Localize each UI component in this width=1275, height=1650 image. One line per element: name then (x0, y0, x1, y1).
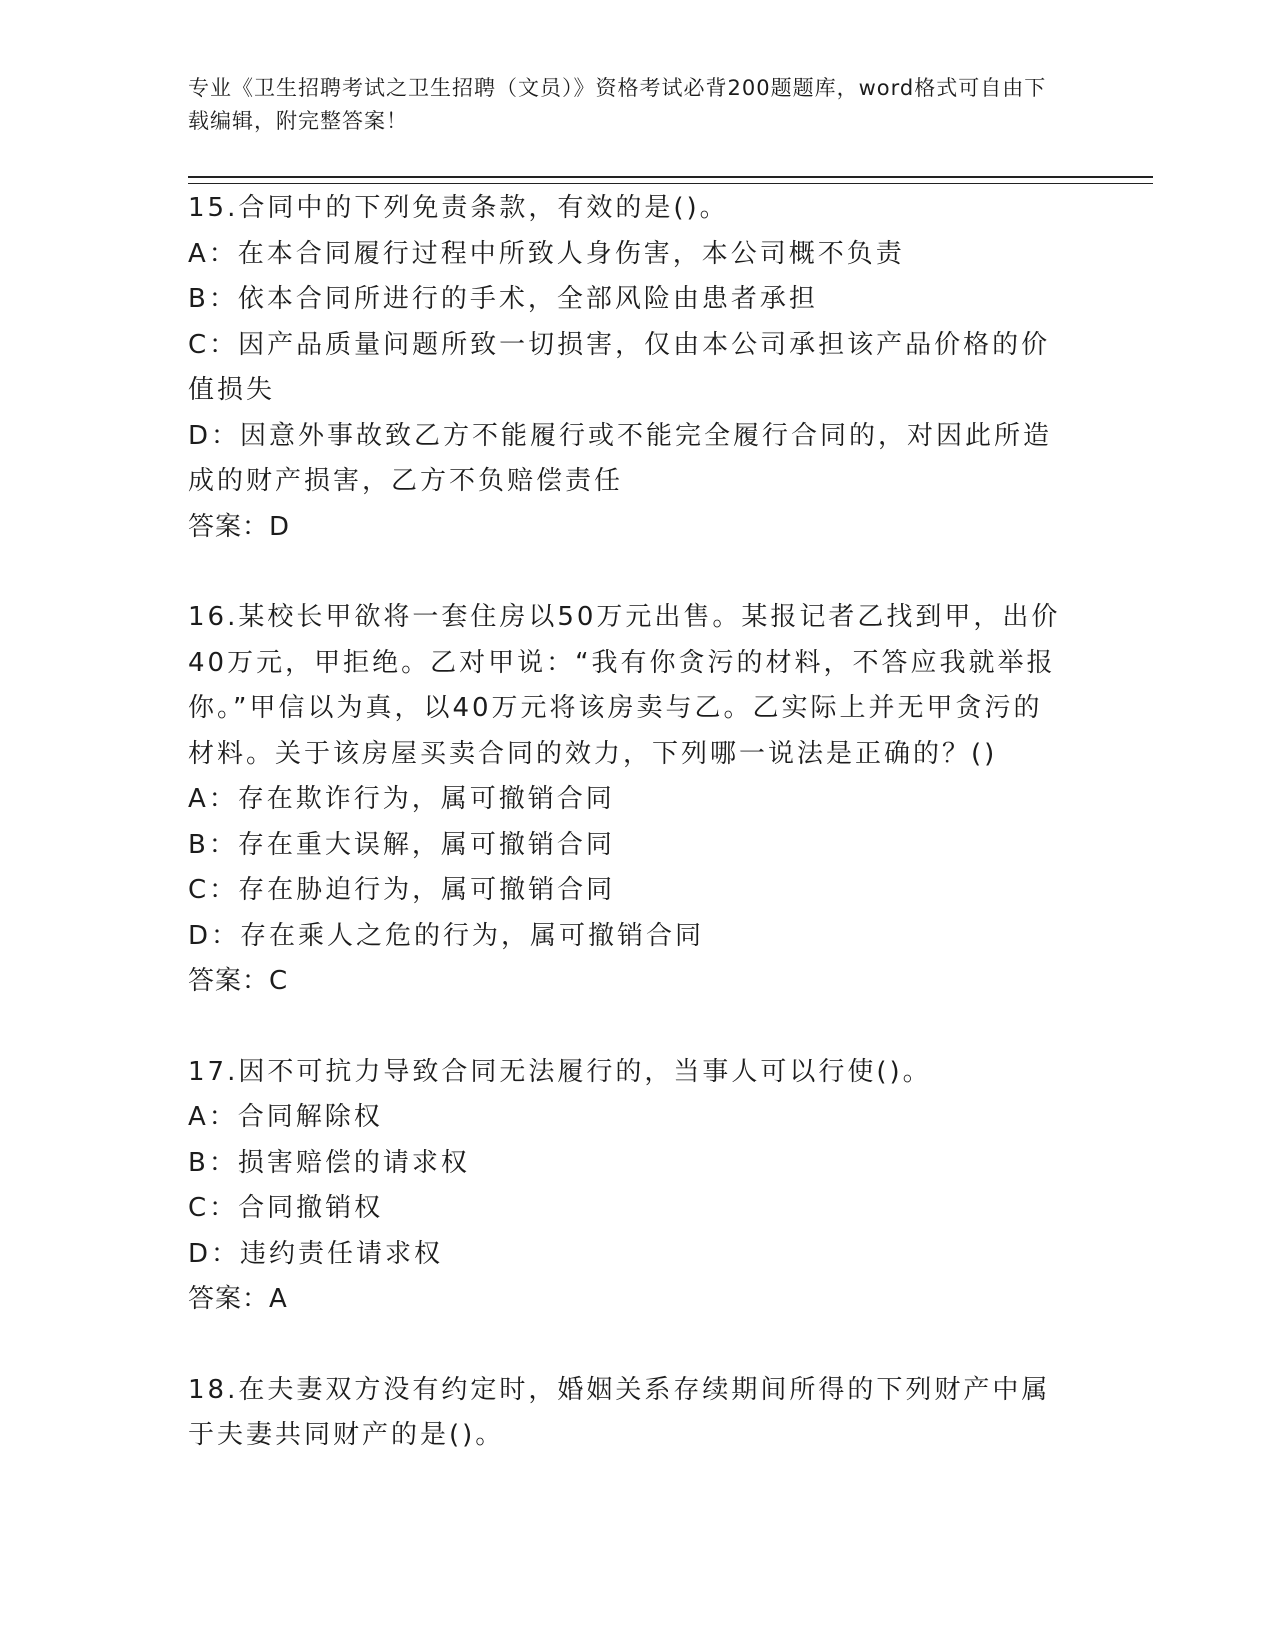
option-a: A：在本合同履行过程中所致人身伤害，本公司概不负责 (188, 238, 905, 269)
question-text: 16.某校长甲欲将一套住房以50万元出售。某报记者乙找到甲，出价40万元，甲拒绝。乙对甲说：“我有你贪污的材料，不答应我就举报你。”甲信以为真，以40万元将该房卖与乙。乙实际上并无甲贪污的材料。关于该房屋买卖合同的效力，下列哪一说法是正确的？() (188, 602, 1061, 769)
option-c: C：因产品质量问题所致一切损害，仅由本公司承担该产品价格的价值损失 (188, 329, 1051, 405)
option-d: D：违约责任请求权 (188, 1238, 444, 1269)
answer: 答案：C (188, 966, 289, 996)
header-rule-thick (188, 176, 1153, 178)
question-text: 17.因不可抗力导致合同无法履行的，当事人可以行使()。 (188, 1056, 932, 1087)
question-16 (188, 595, 1068, 1005)
header-rule-thin (188, 183, 1153, 184)
option-a: A：合同解除权 (188, 1102, 383, 1132)
option-c: C：存在胁迫行为，属可撤销合同 (188, 875, 616, 905)
answer: 答案：D (188, 511, 291, 542)
option-c: C：合同撤销权 (188, 1193, 384, 1223)
question-17 (188, 1050, 1068, 1323)
document-header: 专业《卫生招聘考试之卫生招聘（文员）》资格考试必背200题题库，word格式可自由下载编辑，附完整答案！ (188, 76, 1047, 133)
option-b: B：损害赔偿的请求权 (188, 1147, 470, 1178)
question-18 (188, 1368, 1068, 1459)
question-text: 15.合同中的下列免责条款，有效的是()。 (188, 193, 729, 223)
option-b: B：存在重大误解，属可撤销合同 (188, 829, 615, 860)
option-d: D：因意外事故致乙方不能履行或不能完全履行合同的，对因此所造成的财产损害，乙方不负赔偿责任 (188, 420, 1053, 496)
question-text: 18.在夫妻双方没有约定时，婚姻关系存续期间所得的下列财产中属于夫妻共同财产的是()。 (188, 1374, 1051, 1450)
option-b: B：依本合同所进行的手术，全部风险由患者承担 (188, 284, 818, 314)
question-15 (188, 186, 1068, 550)
option-a: A：存在欺诈行为，属可撤销合同 (188, 784, 615, 814)
question-list (188, 186, 1068, 1504)
option-d: D：存在乘人之危的行为，属可撤销合同 (188, 920, 705, 951)
answer: 答案：A (188, 1284, 288, 1314)
